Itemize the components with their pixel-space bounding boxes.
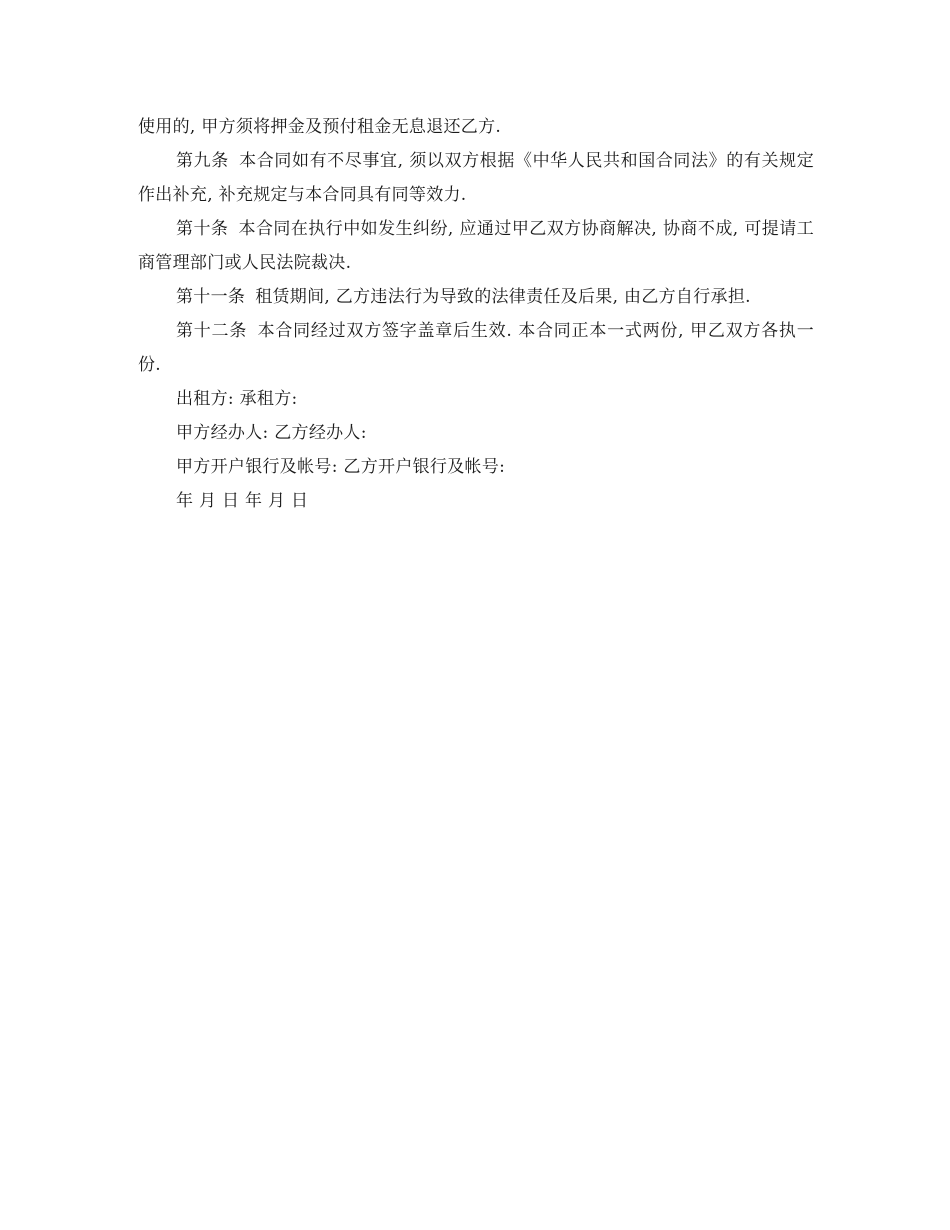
paragraph-text: 使用的, 甲方须将押金及预付租金无息退还乙方.: [138, 117, 502, 137]
article-heading: 第九条: [176, 151, 229, 171]
article-text: 本合同如有不尽事宜, 须以双方根据《中华人民共和国合同法》的有关规定作出补充, 补充规定与本合同具有同等效力.: [138, 151, 814, 205]
document-body: [138, 110, 814, 518]
article-heading: 第十一条: [176, 287, 246, 307]
signature-bank-accounts: 甲方开户银行及帐号: 乙方开户银行及帐号:: [176, 457, 506, 477]
article-text: 本合同经过双方签字盖章后生效. 本合同正本一式两份, 甲乙双方各执一份.: [138, 321, 814, 375]
article-12: [138, 314, 814, 382]
article-9: [138, 144, 814, 212]
article-11: [138, 280, 814, 314]
article-10: [138, 212, 814, 280]
signature-agents: 甲方经办人: 乙方经办人:: [176, 423, 367, 443]
article-heading: 第十二条: [176, 321, 248, 341]
signature-parties: 出租方: 承租方:: [176, 389, 298, 409]
signature-date: 年 月 日 年 月 日: [176, 491, 309, 511]
article-text: 租赁期间, 乙方违法行为导致的法律责任及后果, 由乙方自行承担.: [255, 287, 751, 307]
article-heading: 第十条: [176, 219, 229, 239]
article-text: 本合同在执行中如发生纠纷, 应通过甲乙双方协商解决, 协商不成, 可提请工商管理部门或人民法院裁决.: [138, 219, 814, 273]
paragraph-continuation: [138, 110, 814, 144]
